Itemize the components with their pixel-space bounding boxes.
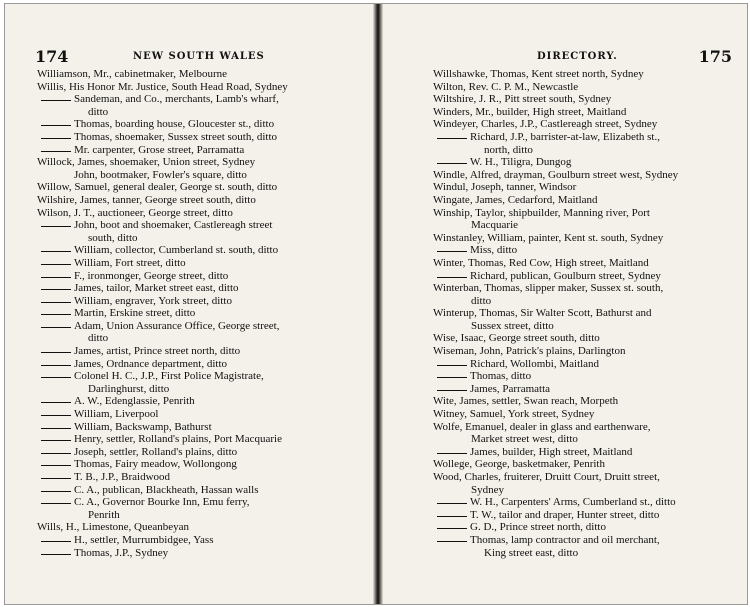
entry-text: Winstanley, William, painter, Kent st. south, Sydney — [433, 231, 664, 244]
entry-text: C. A., publican, Blackheath, Hassan walls — [74, 483, 259, 496]
entry-text: Thomas, shoemaker, Sussex street south, ditto — [74, 130, 278, 143]
directory-entry — [433, 93, 739, 106]
entry-continuation: south, ditto — [88, 231, 138, 244]
entry-text: Wilshire, James, tanner, George street south, ditto — [37, 193, 256, 206]
directory-entry — [37, 207, 359, 220]
directory-entry — [37, 118, 359, 131]
entry-text: A. W., Edenglassie, Penrith — [74, 395, 195, 408]
entry-continuation: King street east, ditto — [484, 546, 579, 559]
entry-text: Richard, publican, Goulburn street, Sydney — [470, 269, 661, 282]
directory-entry — [37, 194, 359, 207]
page-number: 174 — [35, 47, 69, 66]
entry-text: Wolfe, Emanuel, dealer in glass and earthenware, — [433, 420, 651, 433]
directory-entry — [433, 68, 739, 81]
entry-text: Wiltshire, J. R., Pitt street south, Sydney — [433, 93, 612, 106]
entry-continuation: ditto — [88, 332, 109, 345]
entry-text: Thomas, lamp contractor and oil merchant, — [470, 533, 660, 546]
directory-entries — [37, 68, 359, 559]
entry-text: Thomas, Fairy meadow, Wollongong — [74, 458, 237, 471]
entry-text: Windeyer, Charles, J.P., Castlereagh street, Sydney — [433, 118, 658, 131]
book-gutter — [373, 4, 383, 604]
directory-entry — [433, 471, 739, 496]
entry-text: Sandeman, and Co., merchants, Lamb's wharf, — [74, 93, 279, 106]
directory-entry — [37, 144, 359, 157]
entry-text: Henry, settler, Rolland's plains, Port Macquarie — [74, 433, 282, 446]
entry-text: William, Backswamp, Bathurst — [74, 420, 212, 433]
directory-entry — [37, 547, 359, 560]
running-head: NEW SOUTH WALES — [133, 51, 265, 62]
directory-entry — [433, 106, 739, 119]
entry-text: Winter, Thomas, Red Cow, High street, Maitland — [433, 256, 649, 269]
entry-text: James, Parramatta — [470, 382, 551, 395]
page-number: 175 — [698, 47, 732, 66]
entry-text: Wilson, J. T., auctioneer, George street, ditto — [37, 206, 233, 219]
entry-text: Willow, Samuel, general dealer, George st. south, ditto — [37, 181, 278, 194]
directory-entry — [433, 370, 739, 383]
entry-text: Miss, ditto — [470, 244, 518, 257]
entry-text: Richard, J.P., barrister-at-law, Elizabeth st., — [470, 130, 660, 143]
directory-entry — [433, 458, 739, 471]
directory-entry — [433, 118, 739, 131]
directory-entry — [433, 307, 739, 332]
entry-continuation: Market street west, ditto — [471, 433, 578, 446]
directory-entry — [37, 421, 359, 434]
directory-entry — [433, 257, 739, 270]
directory-entry — [433, 395, 739, 408]
entry-text: James, tailor, Market street east, ditto — [74, 282, 239, 295]
book-spread — [4, 3, 748, 605]
entry-text: Mr. carpenter, Grose street, Parramatta — [74, 143, 245, 156]
directory-entry — [433, 345, 739, 358]
directory-entry — [433, 496, 739, 509]
directory-entry — [37, 358, 359, 371]
directory-entry — [37, 484, 359, 497]
entry-text: Winship, Taylor, shipbuilder, Manning river, Port — [433, 206, 650, 219]
entry-continuation: ditto — [88, 105, 109, 118]
directory-entry — [433, 534, 739, 559]
entry-text: Witney, Samuel, York street, Sydney — [433, 408, 595, 421]
entry-text: James, builder, High street, Maitland — [470, 445, 633, 458]
directory-entry — [433, 509, 739, 522]
directory-entry — [37, 370, 359, 395]
entry-text: Willock, James, shoemaker, Union street, Sydney — [37, 156, 256, 169]
directory-entry — [37, 496, 359, 521]
entry-text: Winders, Mr., builder, High street, Maitland — [433, 105, 627, 118]
directory-entry — [37, 169, 359, 182]
running-head: DIRECTORY. — [537, 51, 618, 62]
directory-entry — [37, 446, 359, 459]
entry-continuation: Darlinghurst, ditto — [88, 382, 170, 395]
directory-entries — [433, 68, 739, 559]
entry-text: James, Ordnance department, ditto — [74, 357, 228, 370]
directory-entry — [37, 244, 359, 257]
entry-text: Thomas, J.P., Sydney — [74, 546, 169, 559]
directory-entry — [433, 156, 739, 169]
directory-entry — [433, 169, 739, 182]
entry-text: C. A., Governor Bourke Inn, Emu ferry, — [74, 496, 250, 509]
entry-text: Williamson, Mr., cabinetmaker, Melbourne — [37, 68, 228, 80]
entry-text: Martin, Erskine street, ditto — [74, 307, 196, 320]
directory-entry — [37, 68, 359, 81]
directory-entry — [37, 320, 359, 345]
directory-entry — [37, 81, 359, 94]
entry-text: Thomas, boarding house, Gloucester st., ditto — [74, 118, 275, 131]
directory-entry — [433, 232, 739, 245]
entry-text: Winterban, Thomas, slipper maker, Sussex st. south, — [433, 282, 664, 295]
entry-text: Winterup, Thomas, Sir Walter Scott, Bathurst and — [433, 307, 652, 320]
entry-text: Wise, Isaac, George street south, ditto — [433, 332, 600, 345]
entry-continuation: ditto — [471, 294, 492, 307]
entry-text: Wilton, Rev. C. P. M., Newcastle — [433, 80, 579, 93]
directory-entry — [433, 421, 739, 446]
directory-entry — [37, 295, 359, 308]
entry-continuation: Macquarie — [471, 219, 519, 232]
directory-entry — [37, 181, 359, 194]
directory-entry — [37, 408, 359, 421]
directory-entry — [37, 521, 359, 534]
entry-text: H., settler, Murrumbidgee, Yass — [74, 533, 214, 546]
directory-entry — [433, 181, 739, 194]
directory-entry — [433, 282, 739, 307]
entry-text: Wiseman, John, Patrick's plains, Darlington — [433, 345, 626, 358]
entry-text: Windle, Alfred, drayman, Goulburn street west, Sydney — [433, 168, 679, 181]
directory-entry — [37, 458, 359, 471]
entry-text: Thomas, ditto — [470, 370, 532, 383]
entry-text: William, Fort street, ditto — [74, 256, 186, 269]
entry-text: Willshawke, Thomas, Kent street north, Sydney — [433, 68, 644, 80]
directory-entry — [37, 131, 359, 144]
entry-continuation: Penrith — [88, 508, 120, 521]
directory-entry — [433, 358, 739, 371]
entry-text: Richard, Wollombi, Maitland — [470, 357, 600, 370]
entry-continuation: north, ditto — [484, 143, 533, 156]
directory-entry — [37, 219, 359, 244]
entry-text: John, boot and shoemaker, Castlereagh street — [74, 219, 273, 232]
directory-entry — [37, 433, 359, 446]
entry-text: Joseph, settler, Rolland's plains, ditto — [74, 445, 238, 458]
entry-continuation: Sussex street, ditto — [471, 319, 554, 332]
entry-text: Colonel H. C., J.P., First Police Magistrate, — [74, 370, 264, 383]
entry-text: Wite, James, settler, Swan reach, Morpeth — [433, 395, 619, 408]
directory-entry — [37, 471, 359, 484]
directory-entry — [37, 156, 359, 169]
entry-text: William, Liverpool — [74, 408, 159, 421]
directory-entry — [433, 332, 739, 345]
entry-continuation: Sydney — [471, 483, 504, 496]
directory-entry — [37, 534, 359, 547]
entry-text: Wood, Charles, fruiterer, Druitt Court, Druitt street, — [433, 471, 660, 483]
directory-entry — [37, 93, 359, 118]
directory-entry — [433, 408, 739, 421]
entry-text: James, artist, Prince street north, ditto — [74, 345, 241, 358]
entry-text: T. B., J.P., Braidwood — [74, 471, 171, 483]
directory-entry — [433, 194, 739, 207]
left-page — [5, 4, 371, 604]
entry-text: G. D., Prince street north, ditto — [470, 521, 606, 534]
right-page — [385, 4, 747, 604]
entry-text: F., ironmonger, George street, ditto — [74, 269, 229, 282]
directory-entry — [37, 270, 359, 283]
entry-text: Windul, Joseph, tanner, Windsor — [433, 181, 577, 194]
entry-text: Adam, Union Assurance Office, George street, — [74, 319, 280, 332]
directory-entry — [37, 257, 359, 270]
entry-text: John, bootmaker, Fowler's square, ditto — [74, 168, 247, 181]
entry-text: W. H., Tiligra, Dungog — [470, 156, 572, 169]
directory-entry — [433, 521, 739, 534]
entry-text: William, engraver, York street, ditto — [74, 294, 232, 307]
entry-text: Willis, His Honor Mr. Justice, South Head Road, Sydney — [37, 80, 288, 93]
directory-entry — [433, 131, 739, 156]
entry-text: Wingate, James, Cedarford, Maitland — [433, 193, 598, 206]
entry-text: Wills, H., Limestone, Queanbeyan — [37, 521, 189, 534]
directory-entry — [433, 81, 739, 94]
entry-text: T. W., tailor and draper, Hunter street, ditto — [470, 508, 660, 521]
entry-text: W. H., Carpenters' Arms, Cumberland st., ditto — [470, 496, 676, 509]
directory-entry — [37, 282, 359, 295]
directory-entry — [37, 345, 359, 358]
directory-entry — [433, 446, 739, 459]
entry-text: William, collector, Cumberland st. south, ditto — [74, 244, 279, 257]
directory-entry — [433, 270, 739, 283]
directory-entry — [433, 383, 739, 396]
entry-text: Wollege, George, basketmaker, Penrith — [433, 458, 605, 471]
directory-entry — [433, 244, 739, 257]
directory-entry — [433, 207, 739, 232]
directory-entry — [37, 307, 359, 320]
directory-entry — [37, 395, 359, 408]
